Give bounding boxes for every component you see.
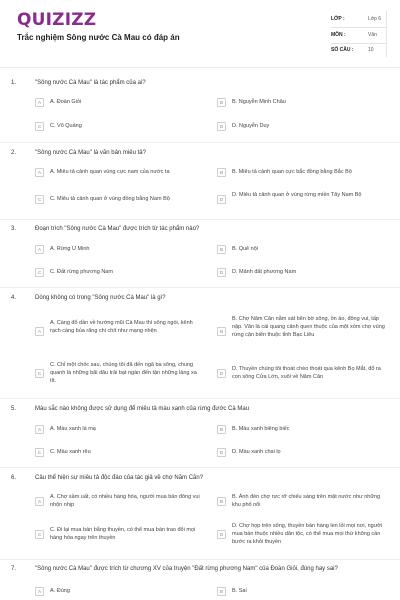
option-text: B. Quê nội xyxy=(232,246,258,252)
option-d[interactable] xyxy=(217,122,387,132)
question-text: "Sông nước Cà Mau" là văn bản miêu tả? xyxy=(35,150,146,156)
option-b[interactable] xyxy=(217,98,387,108)
worksheet-meta xyxy=(331,11,387,57)
option-letter-badge: C xyxy=(35,195,44,204)
option-d[interactable] xyxy=(217,448,387,458)
meta-subject-value: Văn xyxy=(368,32,377,38)
option-text: B. Miêu tả cảnh quan cực bắc đồng bằng Bắc Bộ xyxy=(232,169,352,175)
question-text: Câu thể hiện sự miêu tả độc đáo của tác giả về chợ Năm Căn? xyxy=(35,475,204,481)
option-letter-badge: A xyxy=(35,98,44,107)
quizizz-logo[interactable]: QUIZIZZ xyxy=(17,10,97,30)
meta-grade xyxy=(331,13,387,25)
question-text: Màu sắc nào không được sử dụng để miêu tả màu xanh của rừng đước Cà Mau xyxy=(35,406,250,412)
question-text: "Sông nước Cà Mau" được trích từ chương XV của truyện "Đất rừng phương Nam" của Đoàn Giỏi, đúng hay sai? xyxy=(35,566,338,572)
question-number: 6. xyxy=(11,475,17,481)
option-text: D. Chợ họp trên sông, thuyền bán hàng len lỏi mọi nơi, người mua bán thuộc nhiều dân tộc, có thể mua mọi thứ không cần bước ra khỏi thuyền xyxy=(232,523,383,545)
meta-count-value: 10 xyxy=(368,47,374,53)
option-text: D. Mảnh đất phương Nam xyxy=(232,269,297,275)
option-a[interactable] xyxy=(35,319,213,345)
option-b[interactable] xyxy=(217,587,387,597)
option-text: C. Miêu tả cảnh quan ở vùng đồng bằng Nam Bộ xyxy=(50,196,170,202)
option-b[interactable] xyxy=(217,493,387,511)
option-text: C. Võ Quảng xyxy=(50,123,82,129)
question-number: 1. xyxy=(11,80,17,86)
option-letter-badge: B xyxy=(217,327,226,336)
option-letter-badge: A xyxy=(35,327,44,336)
option-text: C. Đất rừng phương Nam xyxy=(50,269,113,275)
question-text: "Sông nước Cà Mau" là tác phẩm của ai? xyxy=(35,80,146,86)
option-text: B. Sai xyxy=(232,588,247,594)
option-text: A. Rừng U Minh xyxy=(50,246,90,252)
option-text: C. Màu xanh rêu xyxy=(50,449,91,455)
question-divider xyxy=(0,142,400,143)
option-text: B. Ánh đèn chợ rực rỡ chiếu sáng trên mặt nước như những khu phố nổi xyxy=(232,494,381,508)
option-letter-badge: C xyxy=(35,530,44,539)
option-a[interactable] xyxy=(35,168,213,178)
option-text: A. Đúng xyxy=(50,588,70,594)
question-text: Dòng không có trong "Sông nước Cà Mau" là gì? xyxy=(35,295,166,301)
option-d[interactable] xyxy=(217,268,387,278)
question-divider xyxy=(0,559,400,560)
option-letter-badge: B xyxy=(217,497,226,506)
header-divider xyxy=(0,67,400,68)
option-text: B. Nguyễn Minh Châu xyxy=(232,99,286,105)
meta-grade-value: Lớp 6 xyxy=(368,16,382,22)
option-letter-badge: A xyxy=(35,425,44,434)
question-number: 3. xyxy=(11,226,17,232)
option-text: C. Chỉ một chốc sau, chúng tôi đã đến ngã ba sông, chung quanh là những bãi dâu trải bạt ngàn đến tận những làng xa tít. xyxy=(50,362,197,384)
option-c[interactable] xyxy=(35,195,213,205)
option-c[interactable] xyxy=(35,122,205,132)
option-letter-badge: D xyxy=(217,448,226,457)
option-b[interactable] xyxy=(217,245,387,255)
option-letter-badge: D xyxy=(217,369,226,378)
meta-subject xyxy=(331,29,387,41)
question-divider xyxy=(0,287,400,288)
option-letter-badge: A xyxy=(35,587,44,596)
option-letter-badge: C xyxy=(35,369,44,378)
option-a[interactable] xyxy=(35,587,205,597)
option-letter-badge: B xyxy=(217,98,226,107)
option-letter-badge: B xyxy=(217,587,226,596)
option-letter-badge: C xyxy=(35,122,44,131)
option-d[interactable] xyxy=(217,522,387,548)
option-a[interactable] xyxy=(35,425,205,435)
meta-divider xyxy=(331,27,387,28)
option-a[interactable] xyxy=(35,245,205,255)
option-text: A. Màu xanh lá mạ xyxy=(50,426,96,432)
meta-count-label: SỐ CÂU : xyxy=(331,47,354,53)
option-letter-badge: B xyxy=(217,425,226,434)
question-text: Đoạn trích "Sông nước Cà Mau" được trích từ tác phẩm nào? xyxy=(35,226,200,232)
option-letter-badge: B xyxy=(217,168,226,177)
option-text: D. Màu xanh chai lọ xyxy=(232,449,281,455)
option-letter-badge: D xyxy=(217,530,226,539)
option-d[interactable] xyxy=(217,365,387,383)
option-d[interactable] xyxy=(217,191,387,209)
option-letter-badge: D xyxy=(217,122,226,131)
question-divider xyxy=(0,219,400,220)
worksheet-title: Trắc nghiệm Sông nước Cà Mau có đáp án xyxy=(17,33,180,42)
option-letter-badge: D xyxy=(217,268,226,277)
option-b[interactable] xyxy=(217,425,387,435)
option-letter-badge: B xyxy=(217,245,226,254)
question-number: 2. xyxy=(11,150,17,156)
option-text: A. Miêu tả cảnh quan vùng cực nam của nước ta xyxy=(50,169,170,175)
option-c[interactable] xyxy=(35,526,213,544)
option-c[interactable] xyxy=(35,268,205,278)
option-text: D. Nguyễn Duy xyxy=(232,123,270,129)
question-number: 5. xyxy=(11,406,17,412)
option-letter-badge: A xyxy=(35,245,44,254)
meta-count xyxy=(331,44,387,56)
option-text: A. Đoàn Giỏi xyxy=(50,99,82,105)
option-text: B. Màu xanh biêng biếc xyxy=(232,426,290,432)
option-text: D. Thuyền chúng tôi thoát chèo thoát qua kênh Bọ Mắt, đổ ra con sông Cửa Lớn, xuôi về Năm Căn xyxy=(232,366,381,380)
option-letter-badge: D xyxy=(217,195,226,204)
question-number: 7. xyxy=(11,566,17,572)
question-number: 4. xyxy=(11,295,17,301)
option-text: B. Chợ Năm Căn nằm sát bên bờ sông, ồn ào, đông vui, tấp nập. Văn là cái quang cảnh quen thuộc của một xóm chợ vùng rừng cận biển thuộc tỉnh Bạc Liêu xyxy=(232,316,385,338)
option-text: A. Càng đổ dần về hướng mũi Cà Mau thì sông ngòi, kênh rạch càng bủa răng chi chít như mạng nhện xyxy=(50,320,193,334)
option-letter-badge: A xyxy=(35,497,44,506)
question-divider xyxy=(0,398,400,399)
option-letter-badge: C xyxy=(35,268,44,277)
option-b[interactable] xyxy=(217,315,387,349)
option-text: C. Đi lại mua bán bằng thuyền, có thể mua bán trao đổi mọi hàng hóa ngay trên thuyền xyxy=(50,527,196,541)
option-a[interactable] xyxy=(35,98,205,108)
option-text: D. Miêu tả cảnh quan ở vùng rừng miền Tây Nam Bộ xyxy=(232,192,362,198)
question-divider xyxy=(0,467,400,468)
option-a[interactable] xyxy=(35,493,213,511)
meta-subject-label: MÔN : xyxy=(331,32,346,38)
option-letter-badge: A xyxy=(35,168,44,177)
option-b[interactable] xyxy=(217,168,387,178)
option-c[interactable] xyxy=(35,361,213,387)
option-c[interactable] xyxy=(35,448,205,458)
worksheet-header xyxy=(0,0,400,66)
option-letter-badge: C xyxy=(35,448,44,457)
option-text: A. Chợ sầm uất, có nhiều hàng hóa, người mua bán đông vui nhộn nhịp xyxy=(50,494,200,508)
meta-grade-label: LỚP : xyxy=(331,16,345,22)
